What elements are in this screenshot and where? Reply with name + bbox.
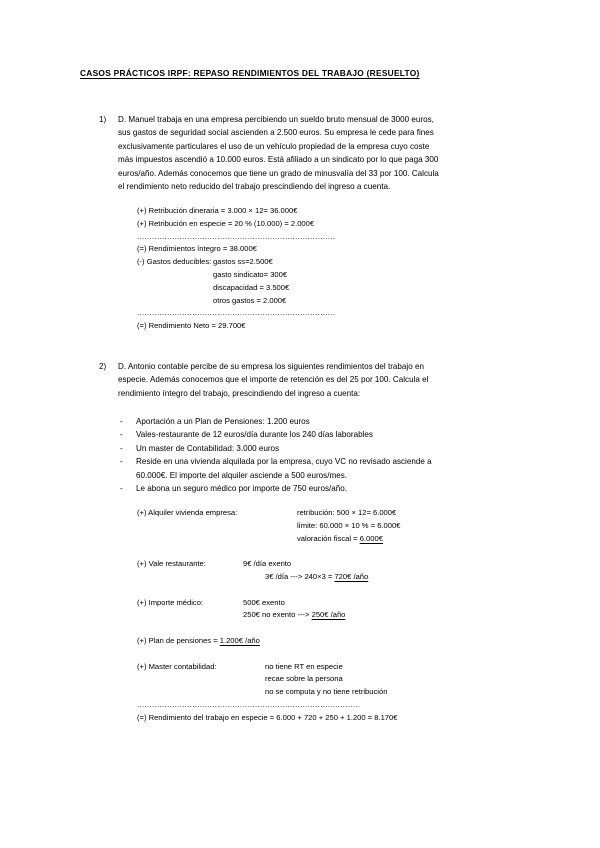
list-item-text bbox=[136, 428, 521, 441]
calc-line: (=) Rendimiento Neto = 29.700€ bbox=[137, 321, 246, 331]
calc-line-value bbox=[243, 609, 345, 622]
exercise-2-number: 2) bbox=[99, 362, 107, 371]
calc-line bbox=[137, 635, 260, 648]
statement-line: rendimiento íntegro del trabajo, prescindiendo del ingreso a cuenta: bbox=[118, 388, 361, 398]
calc-line-value: 9€ /día exento bbox=[243, 559, 292, 569]
calc-label-text: 3€ /día ---> 240×3 = bbox=[265, 571, 335, 581]
calc-line-value bbox=[297, 533, 383, 546]
exercise-2-statement bbox=[118, 360, 521, 400]
calc-separator: ......................................................................................... bbox=[137, 699, 361, 709]
calc-line-value: gasto sindicato= 300€ bbox=[213, 269, 288, 279]
list-item-line: Reside en una vivienda alquilada por la empresa, cuyo VC no revisado asciende a bbox=[136, 457, 432, 467]
statement-line: el rendimiento neto reducido del trabajo prescindiendo del ingreso a cuenta. bbox=[118, 182, 391, 192]
calc-separator: ............................................................................... bbox=[137, 231, 336, 241]
exercise-2-calculation bbox=[137, 507, 424, 725]
bullet-dash-icon: - bbox=[120, 443, 123, 453]
statement-line: exclusivamente particulares el uso de un vehículo propiedad de la empresa cuyo coste bbox=[118, 141, 430, 151]
calc-line-value: 500€ exento bbox=[243, 597, 285, 607]
calc-line: (+) Retribución en especie = 20 % (10.000) = 2.000€ bbox=[137, 218, 315, 228]
bullet-dash-icon: - bbox=[120, 457, 123, 467]
bullet-dash-icon: - bbox=[120, 430, 123, 440]
list-item-line: Le abona un seguro médico por importe de 750 euros/año. bbox=[136, 483, 348, 493]
exercise-2-bullet-list bbox=[0, 415, 600, 495]
calc-label-text: valoración fiscal = bbox=[297, 533, 360, 543]
calc-line-label: (+) Alquiler vivienda empresa: bbox=[137, 508, 238, 517]
calc-line-value: no tiene RT en especie bbox=[265, 661, 343, 671]
bullet-dash-icon: - bbox=[120, 483, 123, 493]
statement-line: D. Manuel trabaja en una empresa percibiendo un sueldo bruto mensual de 3000 euros, bbox=[118, 115, 434, 124]
calc-line-value: recae sobre la persona bbox=[265, 674, 343, 684]
statement-line: más impuestos ascendió a 10.000 euros. Está afiliado a un sindicato por lo que paga 300 bbox=[118, 155, 439, 165]
exercise-1-number: 1) bbox=[99, 115, 107, 124]
list-item-line: Un master de Contabilidad: 3.000 euros bbox=[136, 443, 280, 453]
calc-separator: ............................................................................... bbox=[137, 308, 336, 318]
exercise-1-statement bbox=[118, 113, 521, 193]
calc-line: (+) Retribución dineraria = 3.000 × 12= 36.000€ bbox=[137, 206, 298, 215]
calc-line-value bbox=[265, 571, 368, 584]
list-item bbox=[0, 428, 600, 441]
calc-line-value: retribución: 500 × 12= 6.000€ bbox=[297, 508, 397, 517]
list-item-text bbox=[136, 442, 521, 455]
calc-line-label: (+) Vale restaurante: bbox=[137, 559, 206, 569]
list-item-line: 60.000€. El importe del alquiler asciende a 500 euros/mes. bbox=[136, 470, 348, 480]
calc-total-line: (=) Rendimiento del trabajo en especie = 6.000 + 720 + 250 + 1.200 = 8.170€ bbox=[137, 712, 398, 722]
calc-line-value: gastos ss=2.500€ bbox=[213, 257, 273, 267]
calc-line-label: (+) Master contabilidad: bbox=[137, 661, 217, 671]
list-item-line: Vales-restaurante de 12 euros/día durante los 240 días laborables bbox=[136, 430, 373, 440]
calc-line-label: (-) Gastos deducibles: bbox=[137, 257, 212, 267]
list-item-text bbox=[136, 482, 521, 495]
list-item bbox=[0, 442, 600, 455]
list-item-text bbox=[136, 415, 521, 428]
statement-line: especie. Además conocemos que el importe de retención es del 25 por 100. Calcula el bbox=[118, 375, 429, 385]
calc-line-label: (+) Importe médico: bbox=[137, 597, 204, 607]
list-item-line: Aportación a un Plan de Pensiones: 1.200 euros bbox=[136, 417, 310, 426]
calc-highlight-value: 1.200€ /año bbox=[219, 635, 260, 645]
statement-line: sus gastos de seguridad social ascienden a 2.500 euros. Su empresa le cede para fines bbox=[118, 128, 434, 138]
list-item bbox=[0, 482, 600, 495]
list-item bbox=[0, 455, 600, 482]
list-item-text bbox=[136, 455, 521, 482]
calc-highlight-value: 250€ /año bbox=[311, 610, 346, 620]
page-title: CASOS PRÁCTICOS IRPF: REPASO RENDIMIENTOS DEL TRABAJO (RESUELTO) bbox=[80, 68, 420, 78]
exercise-1-calculation bbox=[137, 205, 359, 333]
calc-line-value: discapacidad = 3.500€ bbox=[213, 282, 290, 292]
calc-line-value: límite: 60.000 × 10 % = 6.000€ bbox=[297, 520, 401, 530]
calc-line: (=) Rendimientos íntegro = 38.000€ bbox=[137, 244, 257, 254]
calc-highlight-value: 720€ /año bbox=[334, 571, 369, 581]
list-item bbox=[0, 415, 600, 428]
calc-line-value: no se computa y no tiene retribución bbox=[265, 687, 388, 697]
calc-line-value: otros gastos = 2.000€ bbox=[213, 295, 287, 305]
statement-line: euros/año. Además conocemos que tiene un grado de minusvalía del 33 por 100. Calcula bbox=[118, 168, 439, 178]
calc-label-text: 250€ no exento ---> bbox=[243, 610, 312, 620]
statement-line: D. Antonio contable percibe de su empresa los siguientes rendimientos del trabajo en bbox=[118, 362, 424, 371]
calc-highlight-value: 6.000€ bbox=[359, 533, 383, 543]
calc-label-text: (+) Plan de pensiones = bbox=[137, 635, 220, 645]
bullet-dash-icon: - bbox=[120, 417, 123, 426]
